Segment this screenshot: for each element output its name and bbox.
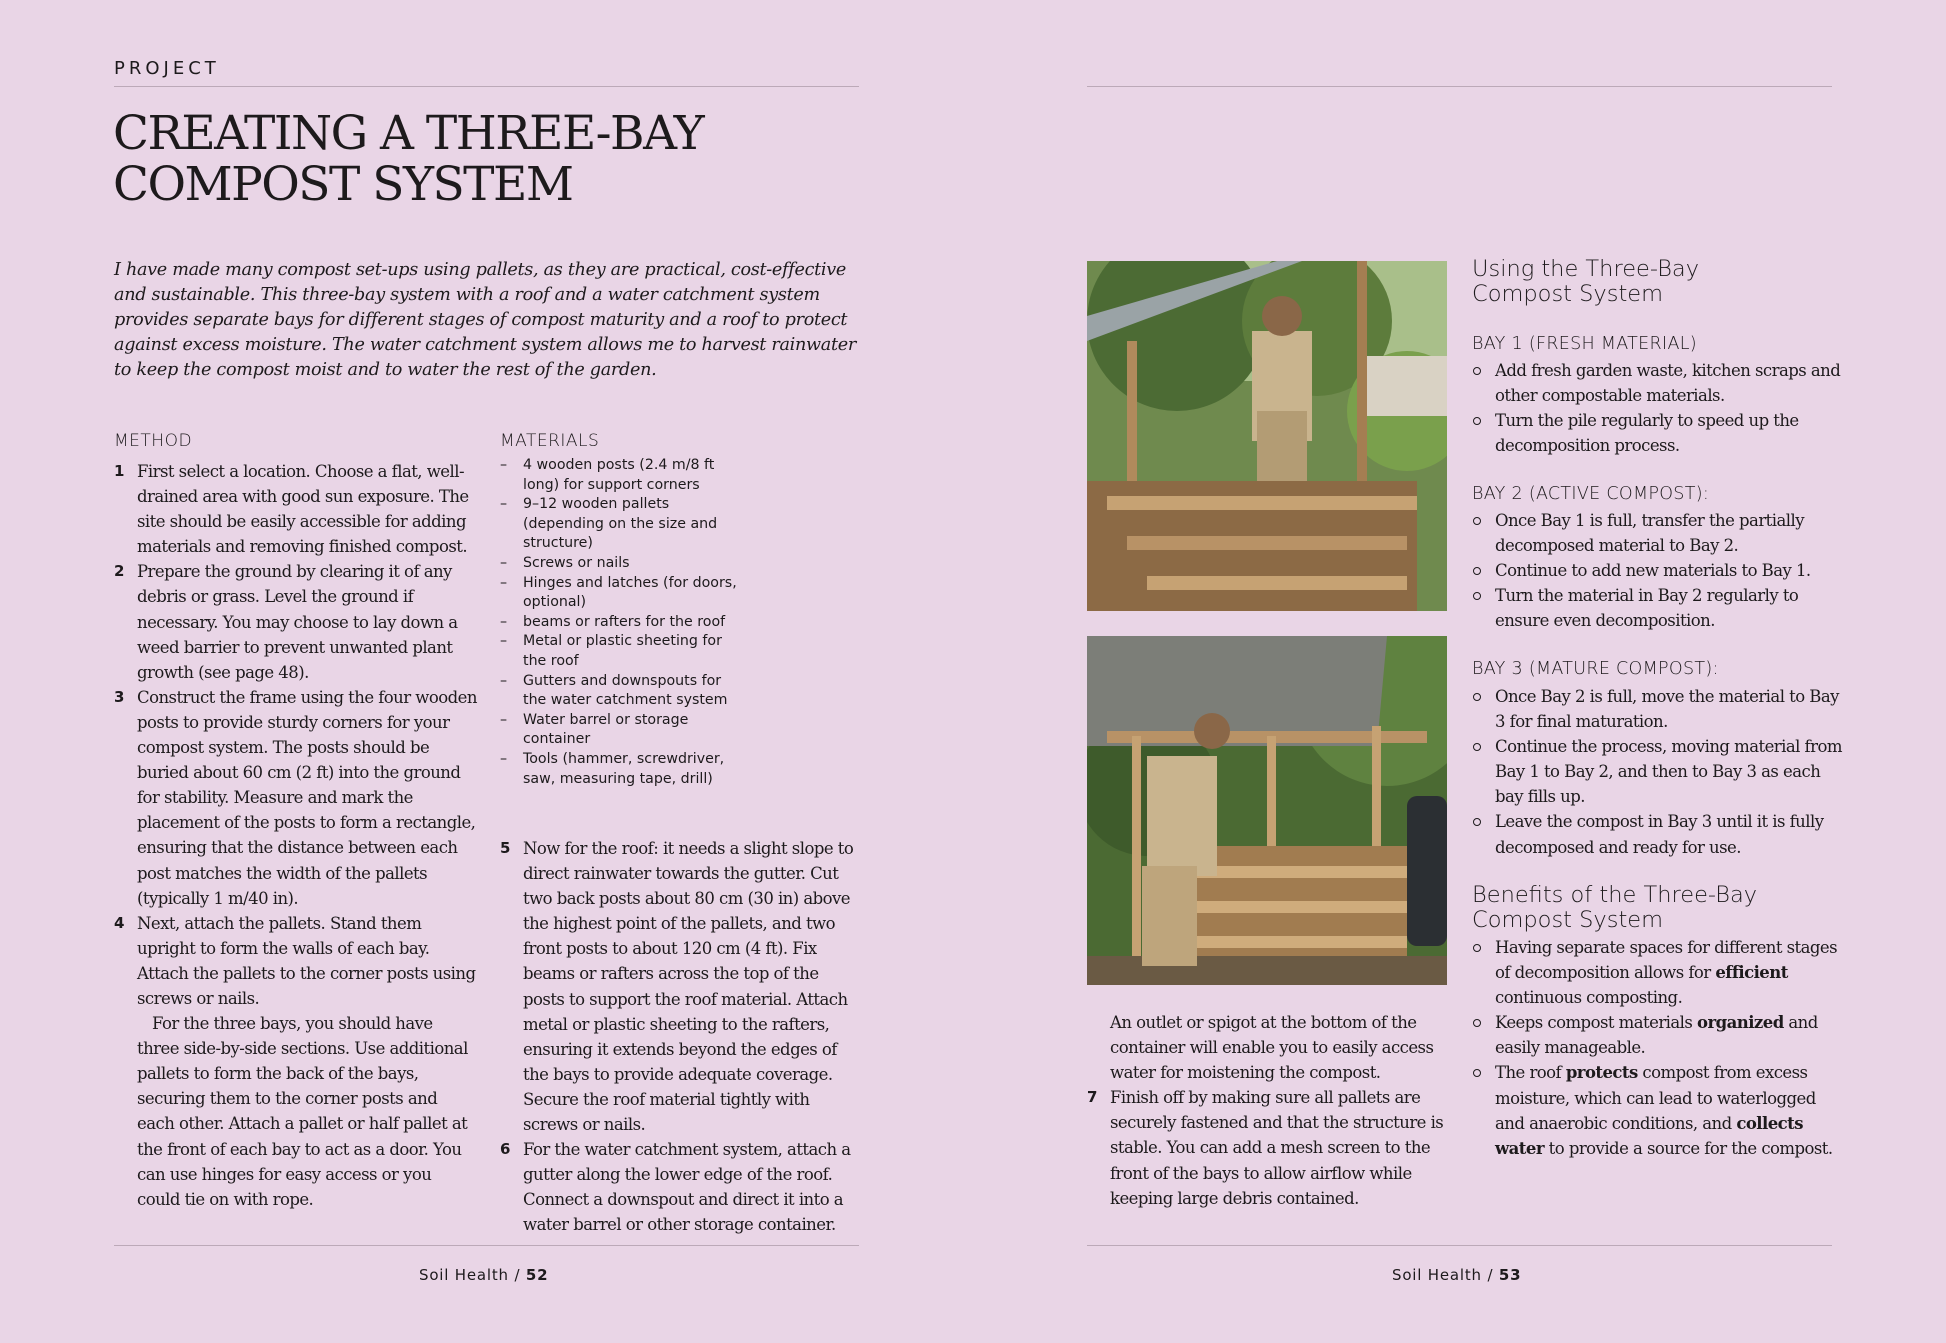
footer-divider-right <box>1087 1245 1832 1246</box>
step-text: Prepare the ground by clearing it of any debris or grass. Level the ground if necessary. You may choose to lay down a weed barrier to prevent unwanted plant growth (see page 48). <box>137 562 458 682</box>
page-footer-right <box>1392 1266 1521 1284</box>
footer-divider-left <box>114 1245 859 1246</box>
using-title-line-1: Using the Three-Bay <box>1472 256 1700 282</box>
method-step-continued <box>1087 1010 1447 1085</box>
benefit-text: Keeps compost materials <box>1495 1013 1698 1033</box>
step-text: First select a location. Choose a flat, well-drained area with good sun exposure. The site should be easily accessible for adding materials and removing finished compost. <box>137 462 469 557</box>
header-divider-right <box>1087 86 1832 87</box>
step-text: An outlet or spigot at the bottom of the container will enable you to easily access water for moistening the compost. <box>1110 1013 1434 1083</box>
page-title <box>113 108 913 210</box>
step-number: 3 <box>114 687 124 706</box>
page-number: 53 <box>1498 1266 1522 1284</box>
materials-item: – Hinges and latches (for doors, optional) <box>500 574 740 613</box>
benefits-item <box>1472 935 1842 1010</box>
benefit-text: continuous composting. <box>1495 988 1683 1008</box>
method-steps-col2 <box>500 836 863 1238</box>
using-section-title <box>1472 257 1842 307</box>
step-number: 6 <box>500 1140 510 1159</box>
compost-bay-photo-2 <box>1087 636 1447 985</box>
materials-list <box>500 456 740 789</box>
compost-bay-photo-1 <box>1087 261 1447 611</box>
benefits-title-line-1: Benefits of the Three-Bay <box>1472 882 1758 908</box>
materials-item: – Metal or plastic sheeting for the roof <box>500 632 740 671</box>
intro-paragraph: I have made many compost set-ups using pallets, as they are practical, cost-effective and sustainable. This three-bay system with a roof and a water catchment system provides separate bays for different stages of compost maturity and a roof to protect against excess moisture. The water catchment system allows me to harvest rainwater to keep the compost moist and to water the rest of the garden. <box>114 260 856 380</box>
bay3-item: Once Bay 2 is full, move the material to Bay 3 for final maturation. <box>1472 684 1842 734</box>
benefit-text: Having separate spaces for different stages of decomposition allows for <box>1495 938 1838 983</box>
step-number: 4 <box>114 913 124 932</box>
step-number: 1 <box>114 462 124 480</box>
benefits-item <box>1472 1060 1842 1160</box>
materials-item: – Water barrel or storage container <box>500 711 740 750</box>
method-steps-col3 <box>1087 1010 1447 1211</box>
step-text: For the water catchment system, attach a gutter along the lower edge of the roof. Connect a downspout and direct it into a water barrel or other storage container. <box>523 1140 851 1235</box>
step-text: Next, attach the pallets. Stand them upright to form the walls of each bay. Attach the pallets to the corner posts using screws or nails. <box>137 913 476 1008</box>
footer-label: Soil Health <box>419 1266 509 1284</box>
bay3-item: Leave the compost in Bay 3 until it is fully decomposed and ready for use. <box>1472 809 1842 859</box>
method-step <box>1087 1085 1447 1210</box>
title-line-2: COMPOST SYSTEM <box>113 157 573 212</box>
bay1-item: Add fresh garden waste, kitchen scraps and other compostable materials. <box>1472 358 1842 408</box>
benefits-item <box>1472 1010 1842 1060</box>
method-step <box>500 1137 863 1237</box>
benefits-list <box>1472 935 1842 1161</box>
footer-separator: / <box>1487 1266 1494 1284</box>
materials-item: – Screws or nails <box>500 554 740 574</box>
benefit-text: The roof <box>1495 1063 1566 1083</box>
title-line-1: CREATING A THREE-BAY <box>113 106 704 161</box>
bay2-item: Turn the material in Bay 2 regularly to ensure even decomposition. <box>1472 583 1842 633</box>
footer-label: Soil Health <box>1392 1266 1482 1284</box>
materials-item: – Tools (hammer, screwdriver, saw, measuring tape, drill) <box>500 750 740 789</box>
materials-item: – 4 wooden posts (2.4 m/8 ft long) for support corners <box>500 456 740 495</box>
benefit-text: to provide a source for the compost. <box>1543 1138 1833 1158</box>
benefit-emphasis: organized <box>1697 1013 1784 1033</box>
bay1-item: Turn the pile regularly to speed up the decomposition process. <box>1472 408 1842 458</box>
materials-item: – 9–12 wooden pallets (depending on the size and structure) <box>500 495 740 554</box>
method-steps-col1 <box>114 459 477 1212</box>
method-step <box>500 836 863 1137</box>
bay3-heading: BAY 3 (MATURE COMPOST): <box>1472 659 1719 679</box>
materials-item: – beams or rafters for the roof <box>500 613 740 633</box>
method-heading: METHOD <box>114 431 193 451</box>
page-footer-left <box>419 1266 548 1284</box>
bay3-item: Continue the process, moving material from Bay 1 to Bay 2, and then to Bay 3 as each bay fills up. <box>1472 734 1842 809</box>
method-step <box>114 911 477 1212</box>
bay2-heading: BAY 2 (ACTIVE COMPOST): <box>1472 484 1710 504</box>
method-step <box>114 459 477 559</box>
page-number: 52 <box>525 1266 549 1284</box>
benefit-emphasis: efficient <box>1715 963 1788 983</box>
bay2-list <box>1472 508 1842 633</box>
materials-heading: MATERIALS <box>500 431 600 451</box>
bay2-item: Once Bay 1 is full, transfer the partially decomposed material to Bay 2. <box>1472 508 1842 558</box>
benefit-text: and easily manageable. <box>1495 1013 1818 1058</box>
bay3-list <box>1472 684 1842 860</box>
step-text: Now for the roof: it needs a slight slope to direct rainwater towards the gutter. Cut two back posts about 80 cm (30 in) above the highest point of the pallets, and two front posts to about 120 cm (4 ft). Fix beams or rafters across the top of the posts to support the roof material. Attach metal or plastic sheeting to the rafters, ensuring it extends beyond the edges of the bays to provide adequate coverage. Secure the roof material tightly with screws or nails. <box>523 839 854 1135</box>
photo-adding-material <box>1087 261 1447 611</box>
step-text-continued: For the three bays, you should have three side-by-side sections. Use additional pallets to form the back of the bays, securing them to the corner posts and each other. Attach a pallet or half pallet at the front of each bay to act as a door. You can use hinges for easy access or you could tie on with rope. <box>137 1014 468 1209</box>
method-step <box>114 685 477 911</box>
bay1-list <box>1472 358 1842 458</box>
benefits-section-title <box>1472 883 1842 933</box>
step-text: Finish off by making sure all pallets are securely fastened and that the structure is stable. You can add a mesh screen to the front of the bays to allow airflow while keeping large debris contained. <box>1110 1088 1444 1208</box>
footer-separator: / <box>514 1266 521 1284</box>
step-number: 2 <box>114 562 124 581</box>
benefit-text: compost from excess moisture, which can lead to waterlogged and anaerobic conditions, and <box>1495 1063 1816 1133</box>
section-kicker: PROJECT <box>114 58 220 79</box>
step-text: Construct the frame using the four wooden posts to provide sturdy corners for your compost system. The posts should be buried about 60 cm (2 ft) into the ground for stability. Measure and mark the placement of the posts to form a rectangle, ensuring that the distance between each post matches the width of the pallets (typically 1 m/40 in). <box>137 687 477 908</box>
bay2-item: Continue to add new materials to Bay 1. <box>1472 558 1842 583</box>
benefit-emphasis: collects water <box>1495 1113 1803 1158</box>
photo-forking-compost <box>1087 636 1447 985</box>
step-number: 5 <box>500 839 510 857</box>
benefit-emphasis: protects <box>1565 1063 1638 1083</box>
step-number: 7 <box>1087 1088 1097 1107</box>
header-divider-left <box>114 86 859 87</box>
method-step <box>114 559 477 684</box>
using-title-line-2: Compost System <box>1472 281 1664 307</box>
bay1-heading: BAY 1 (FRESH MATERIAL) <box>1472 334 1697 354</box>
materials-item: – Gutters and downspouts for the water catchment system <box>500 672 740 711</box>
benefits-title-line-2: Compost System <box>1472 907 1664 933</box>
